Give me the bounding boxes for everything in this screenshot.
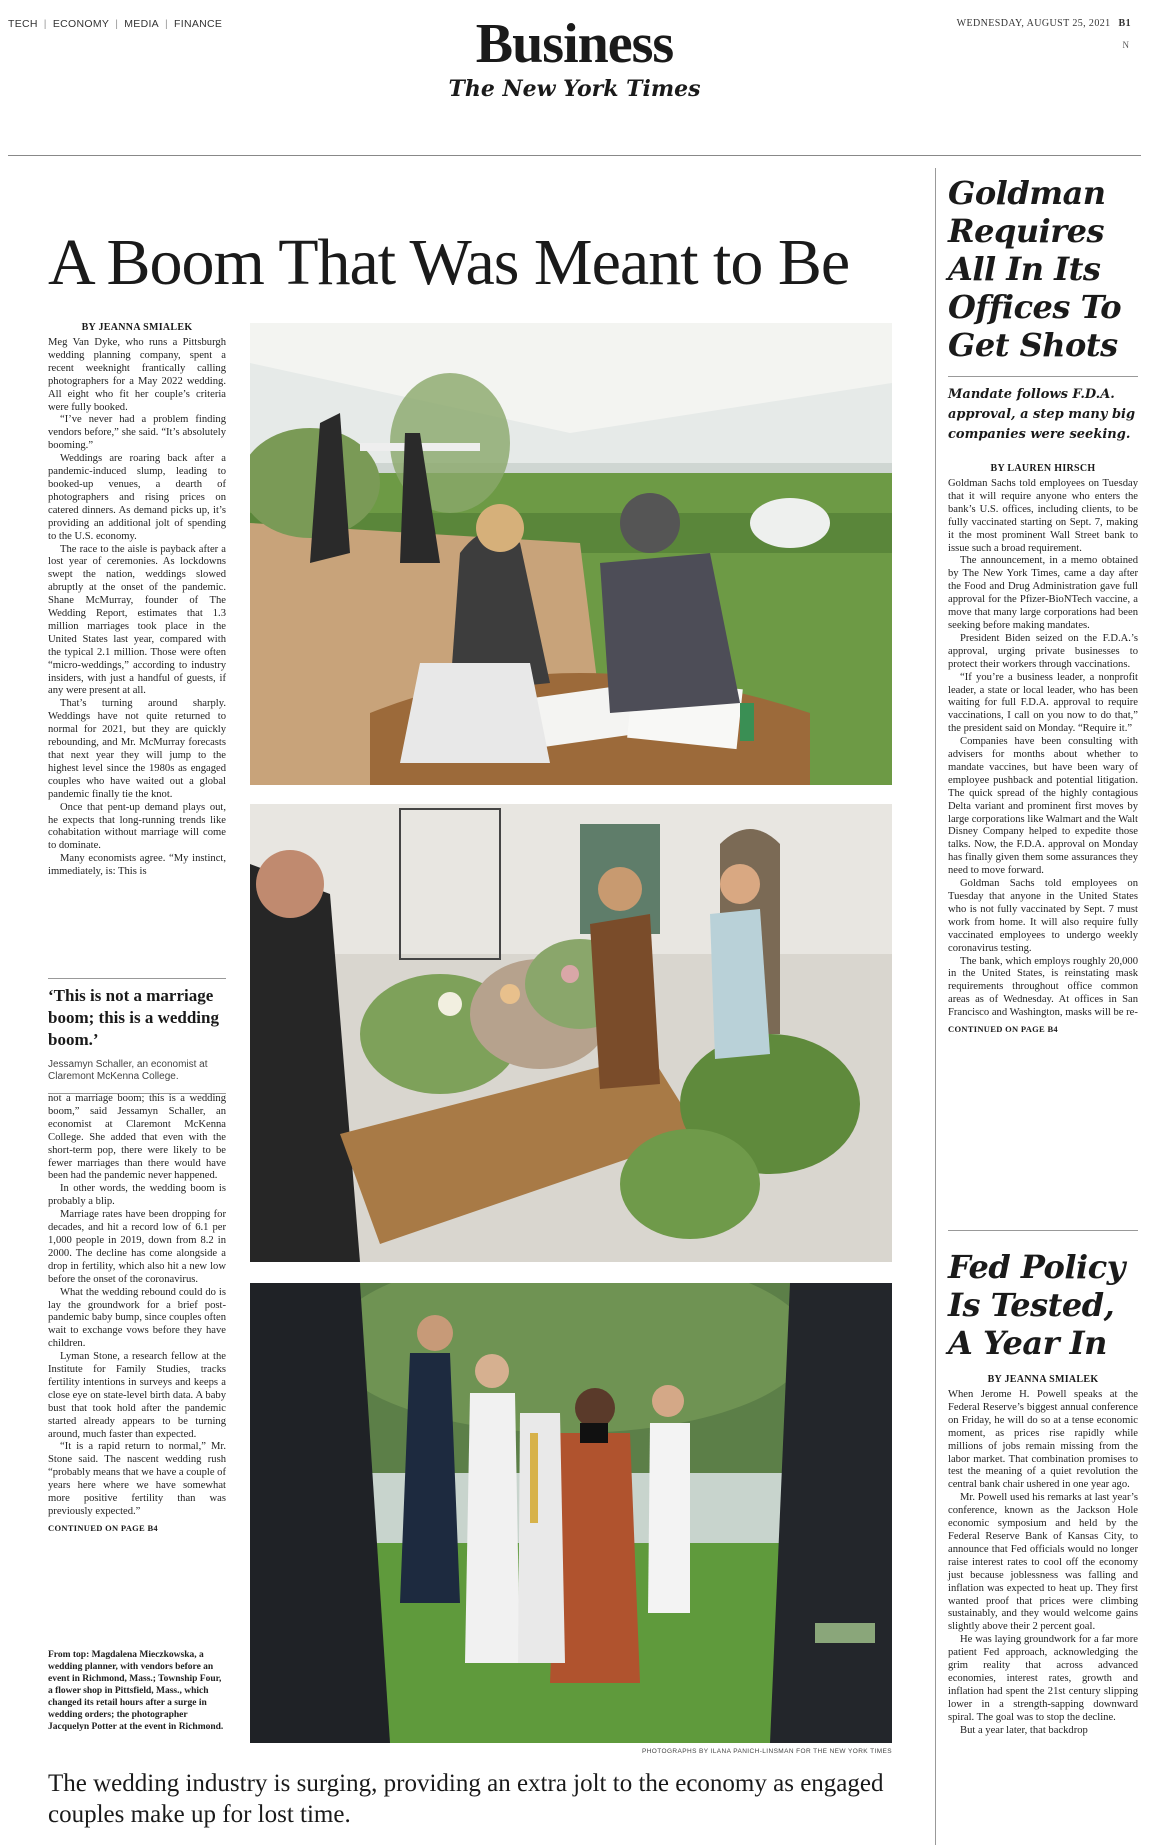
paragraph: not a marriage boom; this is a wedding boom,” said Jessamyn Schaller, an economist at Claremont McKenna College. She added that even with the short-term pop, there were likely to be fewer marriages than there would have been had the pandemic never happened. <box>48 1093 226 1182</box>
paragraph: Goldman Sachs told employees on Tuesday that anyone in the United States who is not fully vaccinated by Sept. 7 must work from home. It will also require fully vaccinated employees to undergo weekly coronavirus testing. <box>948 878 1138 954</box>
paragraph: What the wedding rebound could do is lay the groundwork for a brief post-pandemic baby bump, since couples often wait to exchange vows before they have children. <box>48 1286 226 1350</box>
paragraph: President Biden seized on the F.D.A.’s approval, urging private businesses to protect their workers through vaccinations. <box>948 632 1138 670</box>
section-nav: TECH | ECONOMY | MEDIA | FINANCE <box>8 18 223 30</box>
masthead-logo: The New York Times <box>448 76 701 102</box>
pullquote-text: ‘This is not a marriage boom; this is a wedding boom.’ <box>48 986 219 1049</box>
paragraph: He was laying groundwork for a far more patient Fed approach, acknowledging the grim reality that across advanced economies, interest rates, growth and inflation had spent the 21st century slipping lower in a strength-sapping downward spiral. The goal was to stop the decline. <box>948 1634 1138 1723</box>
photo-flower-shop <box>250 804 892 1262</box>
paragraph: The announcement, in a memo obtained by The New York Times, came a day after the Food and Drug Administration gave full approval for the Pfizer-BioNTech vaccine, a move that many large corporations had been seeking before making mandates. <box>948 555 1138 631</box>
main-body-bottom <box>48 1093 226 1519</box>
paragraph: Many economists agree. “My instinct, immediately, is: This is <box>48 853 226 878</box>
photo-planners-at-table <box>250 323 892 785</box>
fed-body <box>948 1389 1138 1737</box>
paragraph: That’s turning around sharply. Weddings have not quite returned to normal for 2021, but they are quickly rebounding, and Mr. McMurray forecasts that next year they will jump to the highest level since the 1980s as engaged couples who have waited out a global pandemic finally tie the knot. <box>48 698 226 800</box>
paragraph: The race to the aisle is payback after a lost year of ceremonies. As lockdowns swept the nation, weddings slowed abruptly at the onset of the pandemic. Shane McMurray, founder of The Wedding Report, estimates that 1.3 million marriages took place in the United States last year, compared with the typical 2.1 million. Those were often “micro-weddings,” according to industry insiders, with just a handful of guests, if any were present at all. <box>48 543 226 697</box>
paragraph: Goldman Sachs told employees on Tuesday that it will require anyone who enters the bank’s U.S. offices, including clients, to be fully vaccinated starting on Sept. 7, making it the most prominent Wall Street bank to issue such a broad requirement. <box>948 478 1138 554</box>
photo-credit: PHOTOGRAPHS BY ILANA PANICH-LINSMAN FOR THE NEW YORK TIMES <box>641 1748 892 1755</box>
photo-wedding-photographer <box>250 1283 892 1743</box>
main-article-col1b <box>48 1093 226 1533</box>
paragraph: The bank, which employs roughly 20,000 in the United States, is reinstating mask requirements throughout office common areas as of Wednesday. At offices in San Francisco and Washington, masks will be re- <box>948 955 1138 1019</box>
divider <box>948 1230 1138 1231</box>
pullquote-rule <box>48 978 226 979</box>
paragraph: When Jerome H. Powell speaks at the Federal Reserve’s biggest annual conference on Friday, he will do so at a tense economic moment, as prices rise rapidly while millions of jobs remain missing from the labor market. That combination promises to test the meaning of a quiet revolution the central bank chair ushered in one year ago. <box>948 1389 1138 1491</box>
paragraph: Lyman Stone, a research fellow at the Institute for Family Studies, tracks fertility intentions in surveys and keeps a close eye on state-level birth data. A baby bust that took hold after the pandemic started already appears to be turning around, much faster than expected. <box>48 1351 226 1440</box>
paragraph: But a year later, that backdrop <box>960 1724 1088 1736</box>
fed-byline: BY JEANNA SMIALEK <box>987 1374 1099 1385</box>
goldman-headline[interactable]: Goldman Requires All In Its Offices To Get Shots <box>948 174 1122 364</box>
paragraph: Weddings are roaring back after a pandemic-induced slump, leading to booked-up venues, a dearth of photographers and rising prices on catered dinners. As demand picks up, it’s providing an additional jolt of spending to the U.S. economy. <box>48 453 226 542</box>
pullquote-block <box>48 978 226 1094</box>
column-rule <box>935 168 936 1845</box>
fed-headline[interactable]: Fed Policy Is Tested, A Year In <box>948 1248 1125 1362</box>
edition-mark: N <box>1122 40 1129 50</box>
paragraph: “If you’re a business leader, a nonprofit leader, a state or local leader, who has been waiting for full F.D.A. approval to require vaccinations, I call on you now to do that,” the president said on Monday. “Require it.” <box>948 671 1138 735</box>
main-byline: BY JEANNA SMIALEK <box>81 322 193 333</box>
page-folio: B1 <box>1118 18 1131 29</box>
main-body-top <box>48 337 226 879</box>
continued-line: CONTINUED ON PAGE B4 <box>48 1522 158 1533</box>
paragraph: Once that pent-up demand plays out, he expects that long-running trends like cohabitation without marriage will come to dominate. <box>48 801 226 852</box>
goldman-deck: Mandate follows F.D.A. approval, a step many big companies were seeking. <box>948 387 1136 442</box>
main-article-col1 <box>48 322 226 879</box>
main-headline: A Boom That Was Meant to Be <box>48 226 850 299</box>
nav-finance[interactable]: FINANCE <box>174 18 223 30</box>
nav-economy[interactable]: ECONOMY <box>52 18 110 30</box>
goldman-byline: BY LAUREN HIRSCH <box>990 463 1096 474</box>
paragraph: Marriage rates have been dropping for decades, and hit a record low of 6.1 per 1,000 people in 2019, down from 8.2 in 2000. The decline has come alongside a drop in fertility, which also hit a new low before the onset of the coronavirus. <box>48 1209 226 1285</box>
pullquote-attribution: Jessamyn Schaller, an economist at Claremont McKenna College. <box>48 1059 208 1082</box>
header-rule <box>8 155 1141 156</box>
paragraph: Companies have been consulting with advisers for months about whether to mandate vaccines, but have been wary of employee pushback and potential litigation. The quick spread of the highly contagious Delta variant and prominent first moves by large corporations like Walmart and the Walt Disney Company helped to expedite those talks. Now, the F.D.A. approval on Monday has finally given them some assurances they need to move forward. <box>948 736 1138 877</box>
nav-media[interactable]: MEDIA <box>124 18 159 30</box>
divider <box>948 376 1138 377</box>
paragraph: “I’ve never had a problem finding vendors before,” she said. “It’s absolutely booming.” <box>48 414 226 452</box>
goldman-body <box>948 478 1138 1020</box>
sidebar-story-goldman <box>948 174 1138 1034</box>
sidebar-story-fed <box>948 1248 1138 1737</box>
paragraph: In other words, the wedding boom is probably a blip. <box>48 1183 226 1208</box>
nav-tech[interactable]: TECH <box>8 18 38 30</box>
photo-caption: From top: Magdalena Mieczkowska, a wedding planner, with vendors before an event in Richmond, Mass.; Township Four, a flower shop in Pittsfield, Mass., which changed its retail hours after a surge in wedding orders; the photographer Jacquelyn Potter at the event in Richmond. <box>48 1650 224 1732</box>
section-title: Business <box>475 13 674 75</box>
paragraph: “It is a rapid return to normal,” Mr. Stone said. The nascent wedding rush “probably means that we have a couple of years here where we have somewhat more positive fertility than was previously expected.” <box>48 1441 226 1517</box>
paragraph: Mr. Powell used his remarks at last year’s conference, known as the Jackson Hole economic symposium and held by the Federal Reserve Bank of Kansas City, to announce that Fed officials would no longer raise interest rates to cool off the economy just because joblessness was falling and inflation was expected to heat up. They first wanted proof that prices were climbing sustainably, and they would welcome gains slightly above their 2 percent goal. <box>948 1492 1138 1633</box>
main-deck: The wedding industry is surging, providing an extra jolt to the economy as engaged couples make up for lost time. <box>48 1770 884 1828</box>
issue-date: WEDNESDAY, AUGUST 25, 2021 <box>956 18 1111 29</box>
continued-line: CONTINUED ON PAGE B4 <box>948 1024 1058 1035</box>
paragraph: Meg Van Dyke, who runs a Pittsburgh wedding planning company, spent a recent weeknight frantically calling photographers for a May 2022 wedding. All eight who fit her couple’s criteria were fully booked. <box>48 337 226 413</box>
